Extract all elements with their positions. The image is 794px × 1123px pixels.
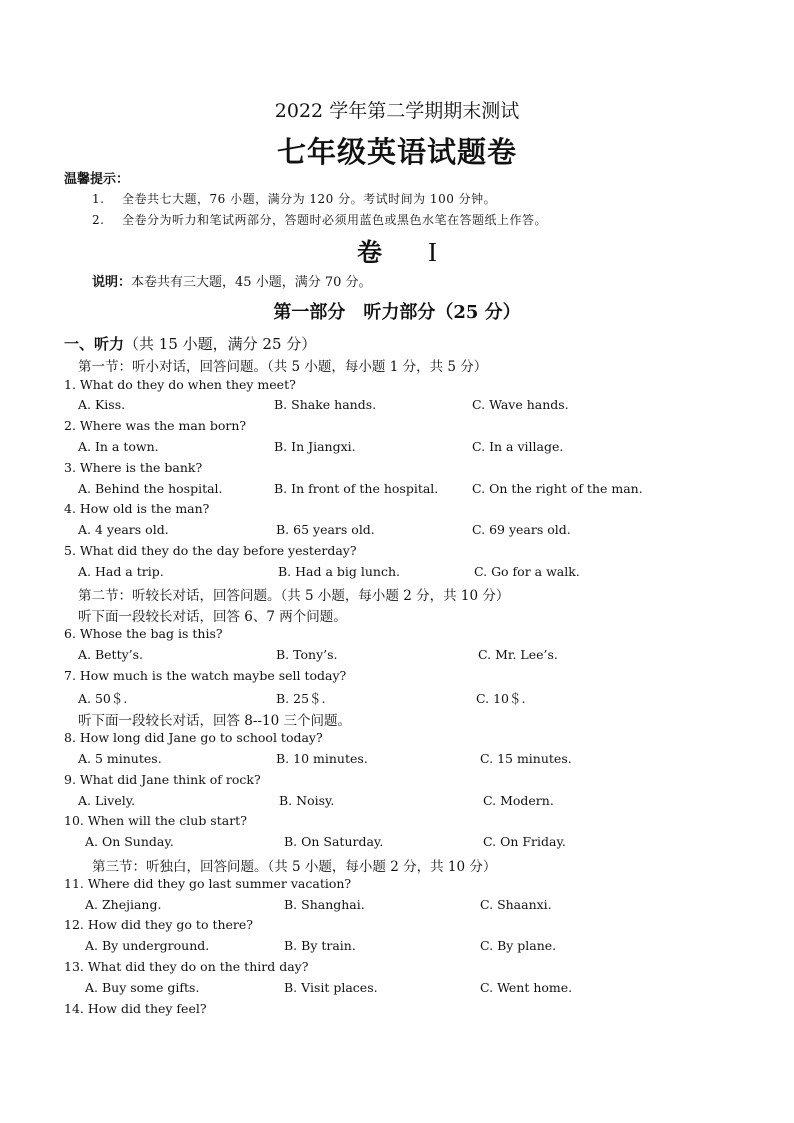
question: 1. What do they do when they meet? [64,377,296,392]
option-a: A. Lively. [78,793,136,808]
option-c: C. In a village. [472,439,564,454]
option-a: A. By underground. [85,938,210,953]
option-a: A. Behind the hospital. [78,481,223,496]
subsection-2-heading: 第二节：听较长对话，回答问题。（共 5 小题，每小题 2 分，共 10 分） [78,588,510,604]
question: 11. Where did they go last summer vacation? [64,876,352,891]
question: 7. How much is the watch maybe sell today? [64,668,347,683]
option-c: C. Shaanxi. [480,897,552,912]
subsection-2-instruction: 听下面一段较长对话，回答 8--10 三个问题。 [78,713,351,729]
volume-note [92,271,372,290]
option-b: B. On Saturday. [284,834,384,849]
option-a: A. 50＄. [78,691,128,706]
subsection-3-heading: 第三节：听独白，回答问题。（共 5 小题，每小题 2 分，共 10 分） [92,859,497,875]
option-c: C. On Friday. [483,834,566,849]
option-a: A. 4 years old. [78,522,169,537]
option-a: A. Buy some gifts. [85,980,200,995]
option-c: C. Wave hands. [472,397,569,412]
question: 3. Where is the bank? [64,460,203,475]
option-b: B. Noisy. [279,793,335,808]
option-a: A. Kiss. [78,397,126,412]
volume-label: 卷 [356,238,382,267]
question: 4. How old is the man? [64,501,210,516]
exam-paper-title: 七年级英语试题卷 [276,135,517,169]
tips-label: 温馨提示： [64,172,130,187]
option-a: A. Betty’s. [78,647,144,662]
tip-item [92,211,547,228]
subsection-1-heading: 第一节：听小对话，回答问题。（共 5 小题，每小题 1 分，共 5 分） [78,359,488,375]
option-b: B. In Jiangxi. [274,439,356,454]
volume-heading [0,233,794,269]
option-c: C. On the right of the man. [472,481,643,496]
question: 9. What did Jane think of rock? [64,772,261,787]
option-a: A. 5 minutes. [78,751,162,766]
question: 2. Where was the man born? [64,418,247,433]
tip-item [92,190,496,207]
option-b: B. Had a big lunch. [278,564,400,579]
option-b: B. 65 years old. [276,522,375,537]
tip-number: 1. [92,192,105,206]
option-c: C. Modern. [483,793,554,808]
option-c: C. 10＄. [476,691,526,706]
option-c: C. 69 years old. [472,522,571,537]
question: 14. How did they feel? [64,1001,207,1016]
volume-numeral: I [428,237,437,267]
tip-text: 全卷共七大题，76 小题，满分为 120 分。考试时间为 100 分钟。 [122,192,497,206]
question: 6. Whose the bag is this? [64,626,223,641]
tip-text: 全卷分为听力和笔试两部分，答题时必须用蓝色或黑色水笔在答题纸上作答。 [122,213,548,227]
section-label: 一、听力 [64,335,125,353]
question: 5. What did they do the day before yesterday? [64,543,357,558]
option-b: B. By train. [284,938,356,953]
option-c: C. By plane. [480,938,557,953]
volume-note-label: 说明： [92,275,132,290]
question: 12. How did they go to there? [64,917,254,932]
option-a: A. On Sunday. [85,834,174,849]
option-c: C. Mr. Lee’s. [478,647,558,662]
option-c: C. 15 minutes. [480,751,572,766]
question: 8. How long did Jane go to school today? [64,730,323,745]
exam-term-title: 2022 学年第二学期期末测试 [274,100,520,122]
volume-note-text: 本卷共有三大题，45 小题，满分 70 分。 [131,275,372,290]
section-text: （共 15 小题，满分 25 分） [124,335,317,353]
option-b: B. 25＄. [276,691,326,706]
part-title: 第一部分 听力部分（25 分） [273,302,521,323]
question: 13. What did they do on the third day? [64,959,309,974]
option-a: A. Zhejiang. [85,897,162,912]
option-a: A. In a town. [78,439,159,454]
section-heading [64,333,316,354]
option-b: B. Tony’s. [276,647,338,662]
question: 10. When will the club start? [64,813,247,828]
tip-number: 2. [92,213,105,227]
option-b: B. In front of the hospital. [274,481,439,496]
option-c: C. Go for a walk. [474,564,580,579]
option-b: B. Shake hands. [274,397,377,412]
subsection-2-instruction: 听下面一段较长对话，回答 6、7 两个问题。 [78,609,347,625]
option-b: B. Shanghai. [284,897,365,912]
option-b: B. 10 minutes. [276,751,368,766]
option-b: B. Visit places. [284,980,378,995]
option-c: C. Went home. [480,980,573,995]
option-a: A. Had a trip. [78,564,164,579]
